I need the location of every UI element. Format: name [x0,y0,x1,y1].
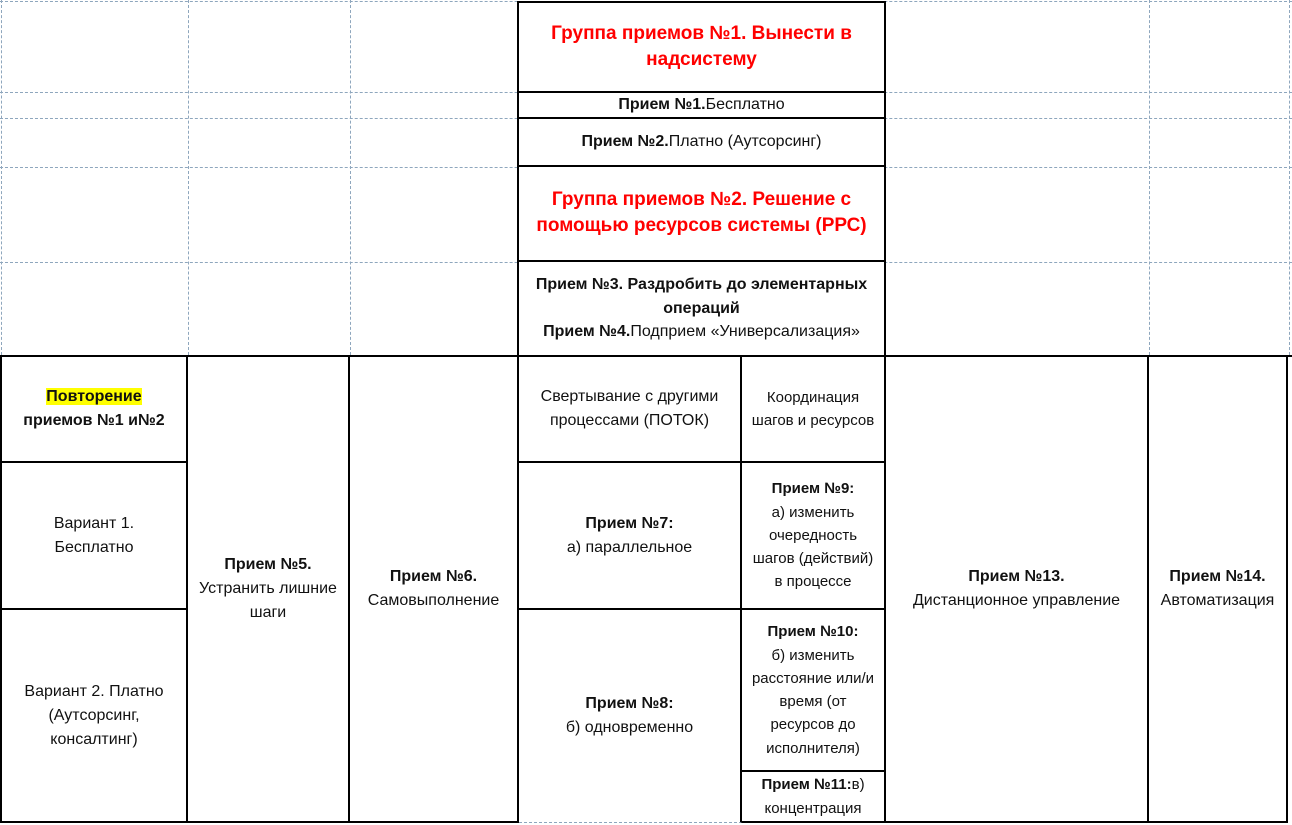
priem-4-value: Подприем «Универсализация» [630,322,860,340]
priem-6-text [368,565,499,613]
priem-2-text [581,132,821,153]
cell-priem-3-4 [519,262,884,355]
priem-11-value: в) концентрация [764,776,865,817]
cell-priem-10 [742,610,886,772]
priem-7-text [567,512,692,560]
cell-koordinatsiya [742,357,886,463]
priem-6-value: Самовыполнение [367,592,500,609]
cell-priem-6 [350,357,519,823]
cell-variant-2 [2,610,188,823]
priem-3-label: Прием №3. Раздробить до элементарных операций [535,276,868,317]
priem-5-text [198,553,338,625]
cell-priem-5 [188,357,350,823]
techniques-table [0,355,1292,823]
group2-title-text: Группа приемов №2. Решение с помощью ресурсов системы (РРС) [536,188,867,237]
priem-14-text [1161,565,1275,613]
priem-10-value: б) изменить расстояние или/и время (от ресурсов до исполнителя) [751,646,875,757]
cell-group1-title [519,3,884,93]
priem-11-text [748,773,878,820]
priem-1-text [618,95,784,116]
cell-variant-1 [2,463,188,610]
gridline-v-col6 [1149,0,1150,355]
priem-5-label: Прием №5. [224,556,312,573]
priem-13-value: Дистанционное управление [912,592,1121,609]
priem-4-label: Прием №4. [543,322,631,340]
group1-title-text: Группа приемов №1. Вынести в надсистему [551,22,852,71]
cell-priem-8 [519,610,742,823]
gridline-v-col1 [188,0,189,355]
gridline-v-right [1289,0,1290,355]
cell-group2-title [519,167,884,261]
cell-priem-9 [742,463,886,610]
priem-14-value: Автоматизация [1160,592,1275,609]
priem-8-value: б) одновременно [565,719,694,736]
priem-11-label: Прием №11: [761,776,852,794]
priem-9-value: а) изменить очередность шагов (действий) в процессе [752,503,874,591]
priem-9-label: Прием №9: [771,480,855,498]
cell-priem-1 [519,93,884,119]
priem-9-text [748,477,878,593]
priem-1-value: Бесплатно [705,96,785,114]
priem-13-label: Прием №13. [968,568,1065,585]
priem-6-label: Прием №6. [389,568,478,585]
variant-1-text: Вариант 1. Бесплатно [53,514,135,556]
repetition-highlight: Повторение [46,388,142,405]
priem-8-text [566,692,693,740]
koordinatsiya-text: Координация шагов и ресурсов [751,388,875,429]
priem-7-label: Прием №7: [585,514,674,532]
cell-svertyvanie [519,357,742,463]
repetition-text [23,385,164,433]
cell-priem-13 [886,357,1149,823]
priem-13-text [913,565,1120,613]
priem-3-text [526,273,877,319]
priem-14-label: Прием №14. [1169,568,1266,585]
priem-5-value: Устранить лишние шаги [199,580,337,621]
priem-2-label: Прием №2. [581,132,669,150]
variant-2-text: Вариант 2. Платно (Аутсорсинг, консалтинг) [24,682,164,748]
cell-repetition [2,357,188,463]
svertyvanie-text: Свертывание с другими процессами (ПОТОК) [540,388,719,429]
gridline-v-col2 [350,0,351,355]
priem-1-label: Прием №1. [618,96,706,114]
priem-10-label: Прием №10: [767,623,859,641]
priem-4-text [543,320,860,343]
cell-priem-14 [1149,357,1288,823]
priem-8-label: Прием №8: [585,695,674,712]
cell-priem-7 [519,463,742,610]
repetition-rest: приемов №1 и№2 [23,412,165,429]
gridline-v-left [1,0,2,355]
priem-10-text [748,620,878,760]
top-techniques-box [517,1,886,355]
priem-7-value: а) параллельное [566,538,693,556]
cell-priem-11 [742,772,886,823]
priem-2-value: Платно (Аутсорсинг) [668,132,822,150]
cell-priem-2 [519,119,884,167]
